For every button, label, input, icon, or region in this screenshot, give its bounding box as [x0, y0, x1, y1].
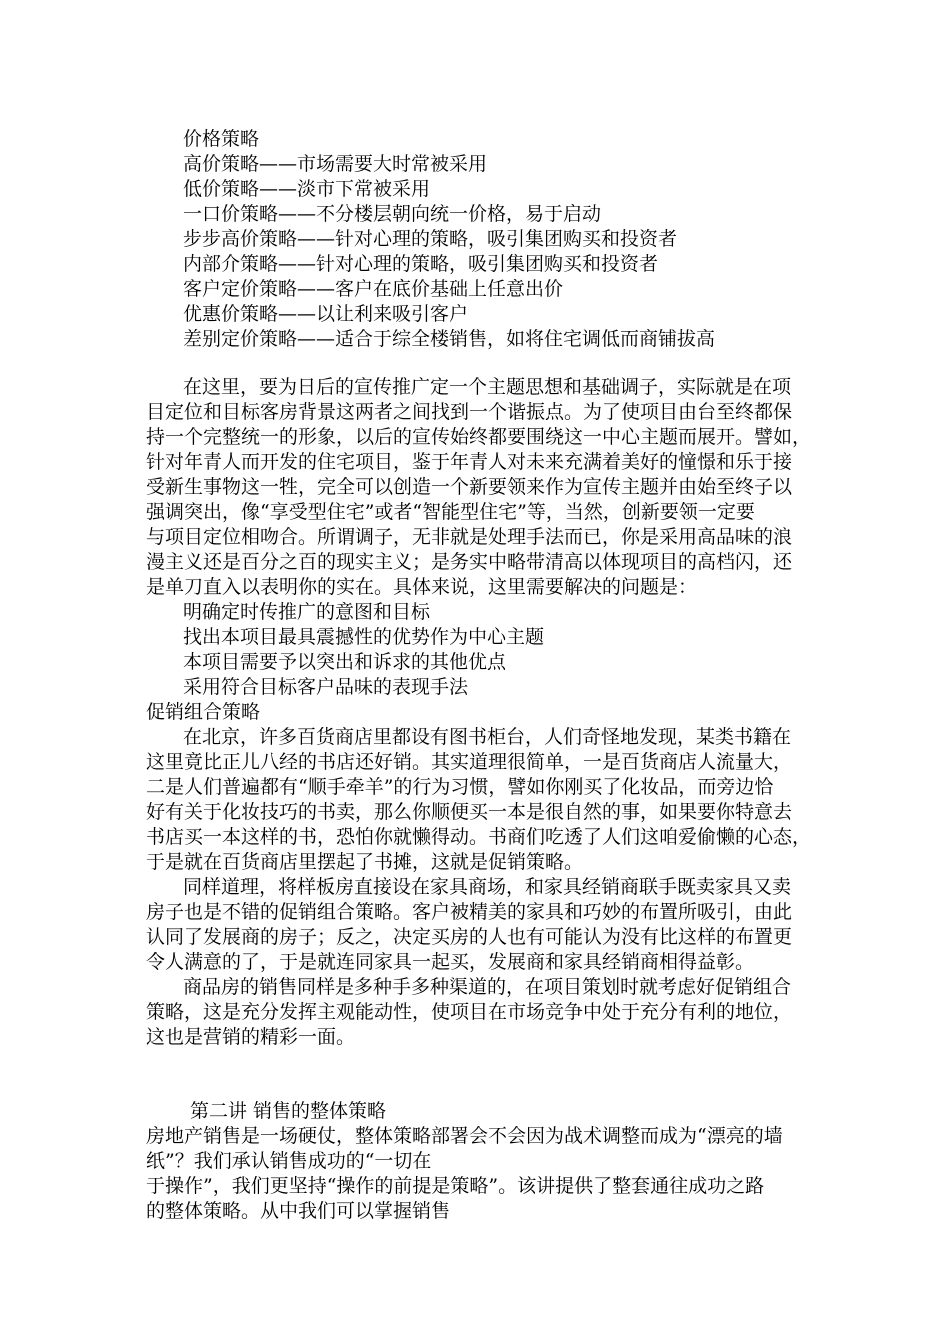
chapter-intro-line: 房地产销售是一场硬仗，整体策略部署会不会因为战术调整而成为“漂亮的墙 — [146, 1125, 783, 1147]
promotion-para1-line: 于是就在百货商店里摆起了书摊，这就是促销策略。 — [146, 851, 584, 873]
promotion-para2-line: 同样道理，将样板房直接设在家具商场，和家具经销商联手既卖家具又卖 — [183, 876, 792, 898]
price-strategy-item: 步步高价策略——针对心理的策略，吸引集团购买和投资者 — [183, 228, 678, 250]
price-strategy-item: 客户定价策略——客户在底价基础上任意出价 — [183, 278, 564, 300]
price-strategy-heading: 价格策略 — [183, 128, 260, 150]
theme-paragraph-line: 是单刀直入以表明你的实在。具体来说，这里需要解决的问题是： — [146, 576, 698, 598]
theme-paragraph-line: 强调突出，像“享受型住宅”或者“智能型住宅”等，当然，创新要领一定要 — [146, 501, 755, 523]
theme-question: 采用符合目标客户品味的表现手法 — [183, 676, 469, 698]
promotion-para3-line: 这也是营销的精彩一面。 — [146, 1026, 356, 1048]
theme-question: 本项目需要予以突出和诉求的其他优点 — [183, 651, 507, 673]
theme-paragraph-line: 目定位和目标客房背景这两者之间找到一个谐振点。为了使项目由台至终都保 — [146, 401, 793, 423]
price-strategy-item: 高价策略——市场需要大时常被采用 — [183, 153, 488, 175]
promotion-para2-line: 令人满意的了，于是就连同家具一起买，发展商和家具经销商相得益彰。 — [146, 951, 755, 973]
theme-paragraph-line: 漫主义还是百分之百的现实主义；是务实中略带清高以体现项目的高档闪，还 — [146, 551, 793, 573]
promotion-para2-line: 房子也是不错的促销组合策略。客户被精美的家具和巧妙的布置所吸引，由此 — [146, 901, 793, 923]
price-strategy-item: 差别定价策略——适合于综全楼销售，如将住宅调低而商铺拔高 — [183, 328, 716, 350]
theme-paragraph-line: 针对年青人而开发的住宅项目，鉴于年青人对未来充满着美好的憧憬和乐于接 — [146, 451, 793, 473]
chapter-intro-line: 纸”？我们承认销售成功的“一切在 — [146, 1150, 432, 1172]
chapter-intro-line: 的整体策略。从中我们可以掌握销售 — [146, 1200, 451, 1222]
theme-paragraph-line: 受新生事物这一牲，完全可以创造一个新要领来作为宣传主题并由始至终子以 — [146, 476, 793, 498]
theme-paragraph-line: 与项目定位相吻合。所谓调子，无非就是处理手法而已，你是采用高品味的浪 — [146, 526, 793, 548]
promotion-para1-line: 在北京，许多百货商店里都设有图书柜台，人们奇怪地发现，某类书籍在 — [183, 726, 792, 748]
price-strategy-item: 低价策略——淡市下常被采用 — [183, 178, 431, 200]
price-strategy-item: 一口价策略——不分楼层朝向统一价格，易于启动 — [183, 203, 602, 225]
chapter-intro-line: 于操作”，我们更坚持“操作的前提是策略”。该讲提供了整套通往成功之路 — [146, 1175, 765, 1197]
promotion-para3-line: 商品房的销售同样是多种手多种渠道的，在项目策划时就考虑好促销组合 — [183, 976, 792, 998]
promotion-para2-line: 认同了发展商的房子；反之，决定买房的人也有可能认为没有比这样的布置更 — [146, 926, 793, 948]
chapter-title: 第二讲 销售的整体策略 — [190, 1100, 387, 1122]
theme-question: 找出本项目最具震撼性的优势作为中心主题 — [183, 626, 545, 648]
promotion-para1-line: 好有关于化妆技巧的书卖，那么你顺便买一本是很自然的事，如果要你特意去 — [146, 801, 793, 823]
promotion-heading: 促销组合策略 — [146, 701, 261, 723]
promotion-para3-line: 策略，这是充分发挥主观能动性，使项目在市场竞争中处于充分有利的地位， — [146, 1001, 793, 1023]
promotion-para1-line: 这里竟比正儿八经的书店还好销。其实道理很简单，一是百货商店人流量大， — [146, 751, 793, 773]
theme-question: 明确定时传推广的意图和目标 — [183, 601, 431, 623]
promotion-para1-line: 二是人们普遍都有“顺手牵羊”的行为习惯，譬如你刚买了化妆品，而旁边恰 — [146, 776, 774, 798]
promotion-para1-line: 书店买一本这样的书，恐怕你就懒得动。书商们吃透了人们这咱爱偷懒的心态， — [146, 826, 812, 848]
theme-paragraph-line: 持一个完整统一的形象，以后的宣传始终都要围绕这一中心主题而展开。譬如， — [146, 426, 812, 448]
price-strategy-item: 内部介策略——针对心理的策略，吸引集团购买和投资者 — [183, 253, 659, 275]
price-strategy-item: 优惠价策略——以让利来吸引客户 — [183, 303, 469, 325]
theme-paragraph-line: 在这里，要为日后的宣传推广定一个主题思想和基础调子，实际就是在项 — [183, 376, 792, 398]
